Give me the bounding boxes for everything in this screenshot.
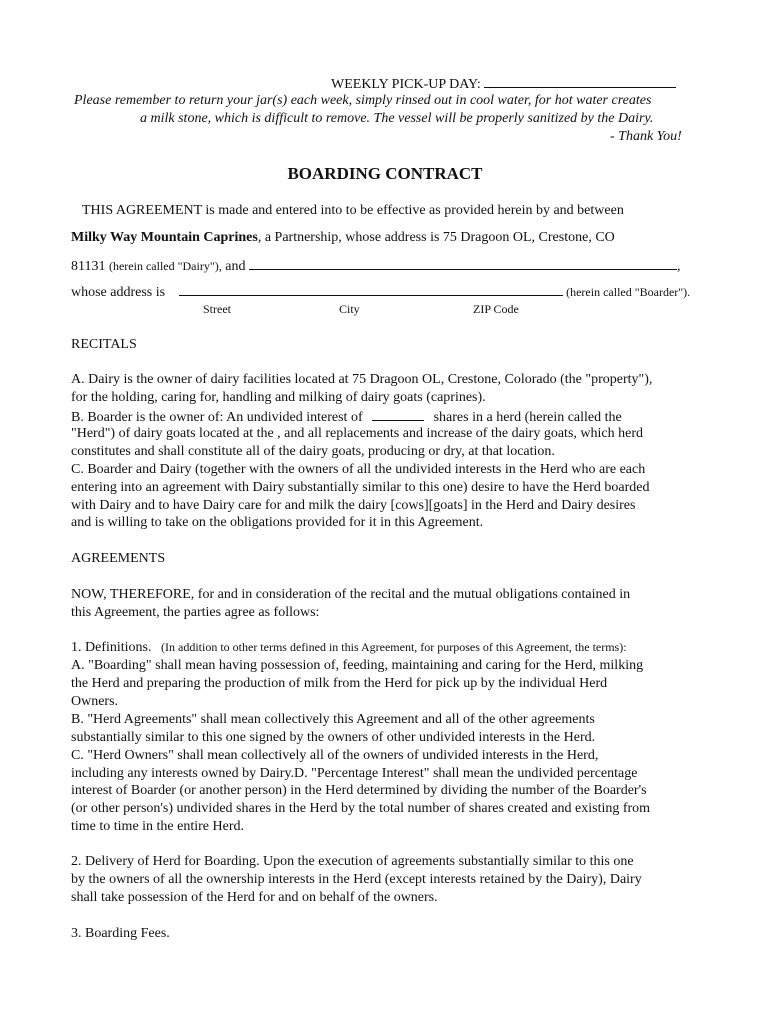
boarder-name-field[interactable] [249, 257, 677, 270]
page-title: BOARDING CONTRACT [287, 164, 483, 183]
recital-b-rest: shares in a herd (herein called the [433, 410, 622, 425]
boarder-address-field[interactable] [179, 283, 563, 296]
reminder-line-2: a milk stone, which is difficult to remove. The vessel will be properly sanitized by the Dairy. [140, 111, 654, 126]
and-text: and [225, 259, 246, 274]
party-name: Milky Way Mountain Caprines [71, 230, 258, 245]
recital-line-b [71, 408, 622, 426]
agreements-line: NOW, THEREFORE, for and in consideration of the recital and the mutual obligations contained in [71, 587, 631, 602]
zip-caption: ZIP Code [473, 302, 519, 316]
intro-line-3 [71, 257, 680, 275]
street-caption: Street [203, 302, 231, 316]
recital-line: C. Boarder and Dairy (together with the owners of all the undivided interests in the Herd who are each [71, 462, 646, 477]
recital-line: and is willing to take on the obligations provided for it in this Agreement. [71, 515, 484, 530]
recital-line: constitutes and shall constitute all of the dairy goats, producing or dry, at that location. [71, 444, 555, 459]
thank-you: - Thank You! [610, 129, 682, 144]
definition-line: C. "Herd Owners" shall mean collectively all of the owners of undivided interests in the Herd, [71, 748, 599, 763]
definitions-note: (In addition to other terms defined in this Agreement, for purposes of this Agreement, the terms): [161, 640, 627, 654]
dairy-called: (herein called "Dairy"), [108, 259, 222, 273]
recital-b-text: B. Boarder is the owner of: An undivided interest of [71, 410, 363, 425]
dairy-zip: 81131 [71, 259, 106, 274]
recital-line: A. Dairy is the owner of dairy facilities located at 75 Dragoon OL, Crestone, Colorado (the "property"), [71, 372, 653, 387]
whose-address-label: whose address is [71, 285, 166, 300]
agreements-heading: AGREEMENTS [71, 551, 166, 566]
definition-line: interest of Boarder (or another person) in the Herd determined by dividing the number of the Boarder's [71, 783, 647, 798]
delivery-line: by the owners of all the ownership interests in the Herd (except interests retained by the Dairy), Dairy [71, 872, 642, 887]
shares-field[interactable] [372, 408, 424, 421]
boarding-fees-heading: 3. Boarding Fees. [71, 926, 170, 941]
party-address: , a Partnership, whose address is 75 Dragoon OL, Crestone, CO [257, 230, 615, 245]
pickup-day-label: WEEKLY PICK-UP DAY: [331, 77, 481, 92]
boarder-comma: , [676, 259, 681, 274]
definition-line: A. "Boarding" shall mean having possession of, feeding, maintaining and caring for the Herd, milking [71, 658, 644, 673]
intro-line-1: THIS AGREEMENT is made and entered into to be effective as provided herein by and between [82, 203, 624, 218]
definition-line: Owners. [71, 694, 119, 709]
definitions-heading-row [71, 640, 627, 656]
city-caption: City [339, 302, 360, 316]
delivery-line: 2. Delivery of Herd for Boarding. Upon the execution of agreements substantially similar to this one [71, 854, 634, 869]
definition-line: substantially similar to this one signed by the owners of other undivided interests in the Herd. [71, 730, 596, 745]
definitions-heading: 1. Definitions. [71, 640, 152, 655]
recitals-heading: RECITALS [71, 337, 137, 352]
recital-line: for the holding, caring for, handling and milking of dairy goats (caprines). [71, 390, 486, 405]
definition-line: the Herd and preparing the production of milk from the Herd for pick up by the individual Herd [71, 676, 608, 691]
boarder-called: (herein called "Boarder"). [566, 285, 691, 299]
agreements-line: this Agreement, the parties agree as follows: [71, 605, 320, 620]
reminder-line-1: Please remember to return your jar(s) each week, simply rinsed out in cool water, for hot water creates [74, 93, 652, 108]
recital-line: entering into an agreement with Dairy substantially similar to this one) desire to have the Herd boarded [71, 480, 650, 495]
intro-line-4 [71, 283, 690, 301]
recital-line: "Herd") of dairy goats located at the , and all replacements and increase of the dairy goats, which herd [71, 426, 643, 441]
recital-line: with Dairy and to have Dairy care for and milk the dairy [cows][goats] in the Herd and Dairy desires [71, 498, 636, 513]
delivery-line: shall take possession of the Herd for and on behalf of the owners. [71, 890, 438, 905]
pickup-day-row [331, 74, 676, 93]
definition-line: including any interests owned by Dairy.D. "Percentage Interest" shall mean the undivided percentage [71, 766, 638, 781]
definition-line: (or other person's) undivided shares in the Herd by the total number of shares created and existing from [71, 801, 651, 816]
definition-line: B. "Herd Agreements" shall mean collectively this Agreement and all of the other agreements [71, 712, 595, 727]
intro-line-2 [71, 230, 615, 246]
definition-line: time to time in the entire Herd. [71, 819, 245, 834]
pickup-day-field[interactable] [484, 74, 676, 88]
